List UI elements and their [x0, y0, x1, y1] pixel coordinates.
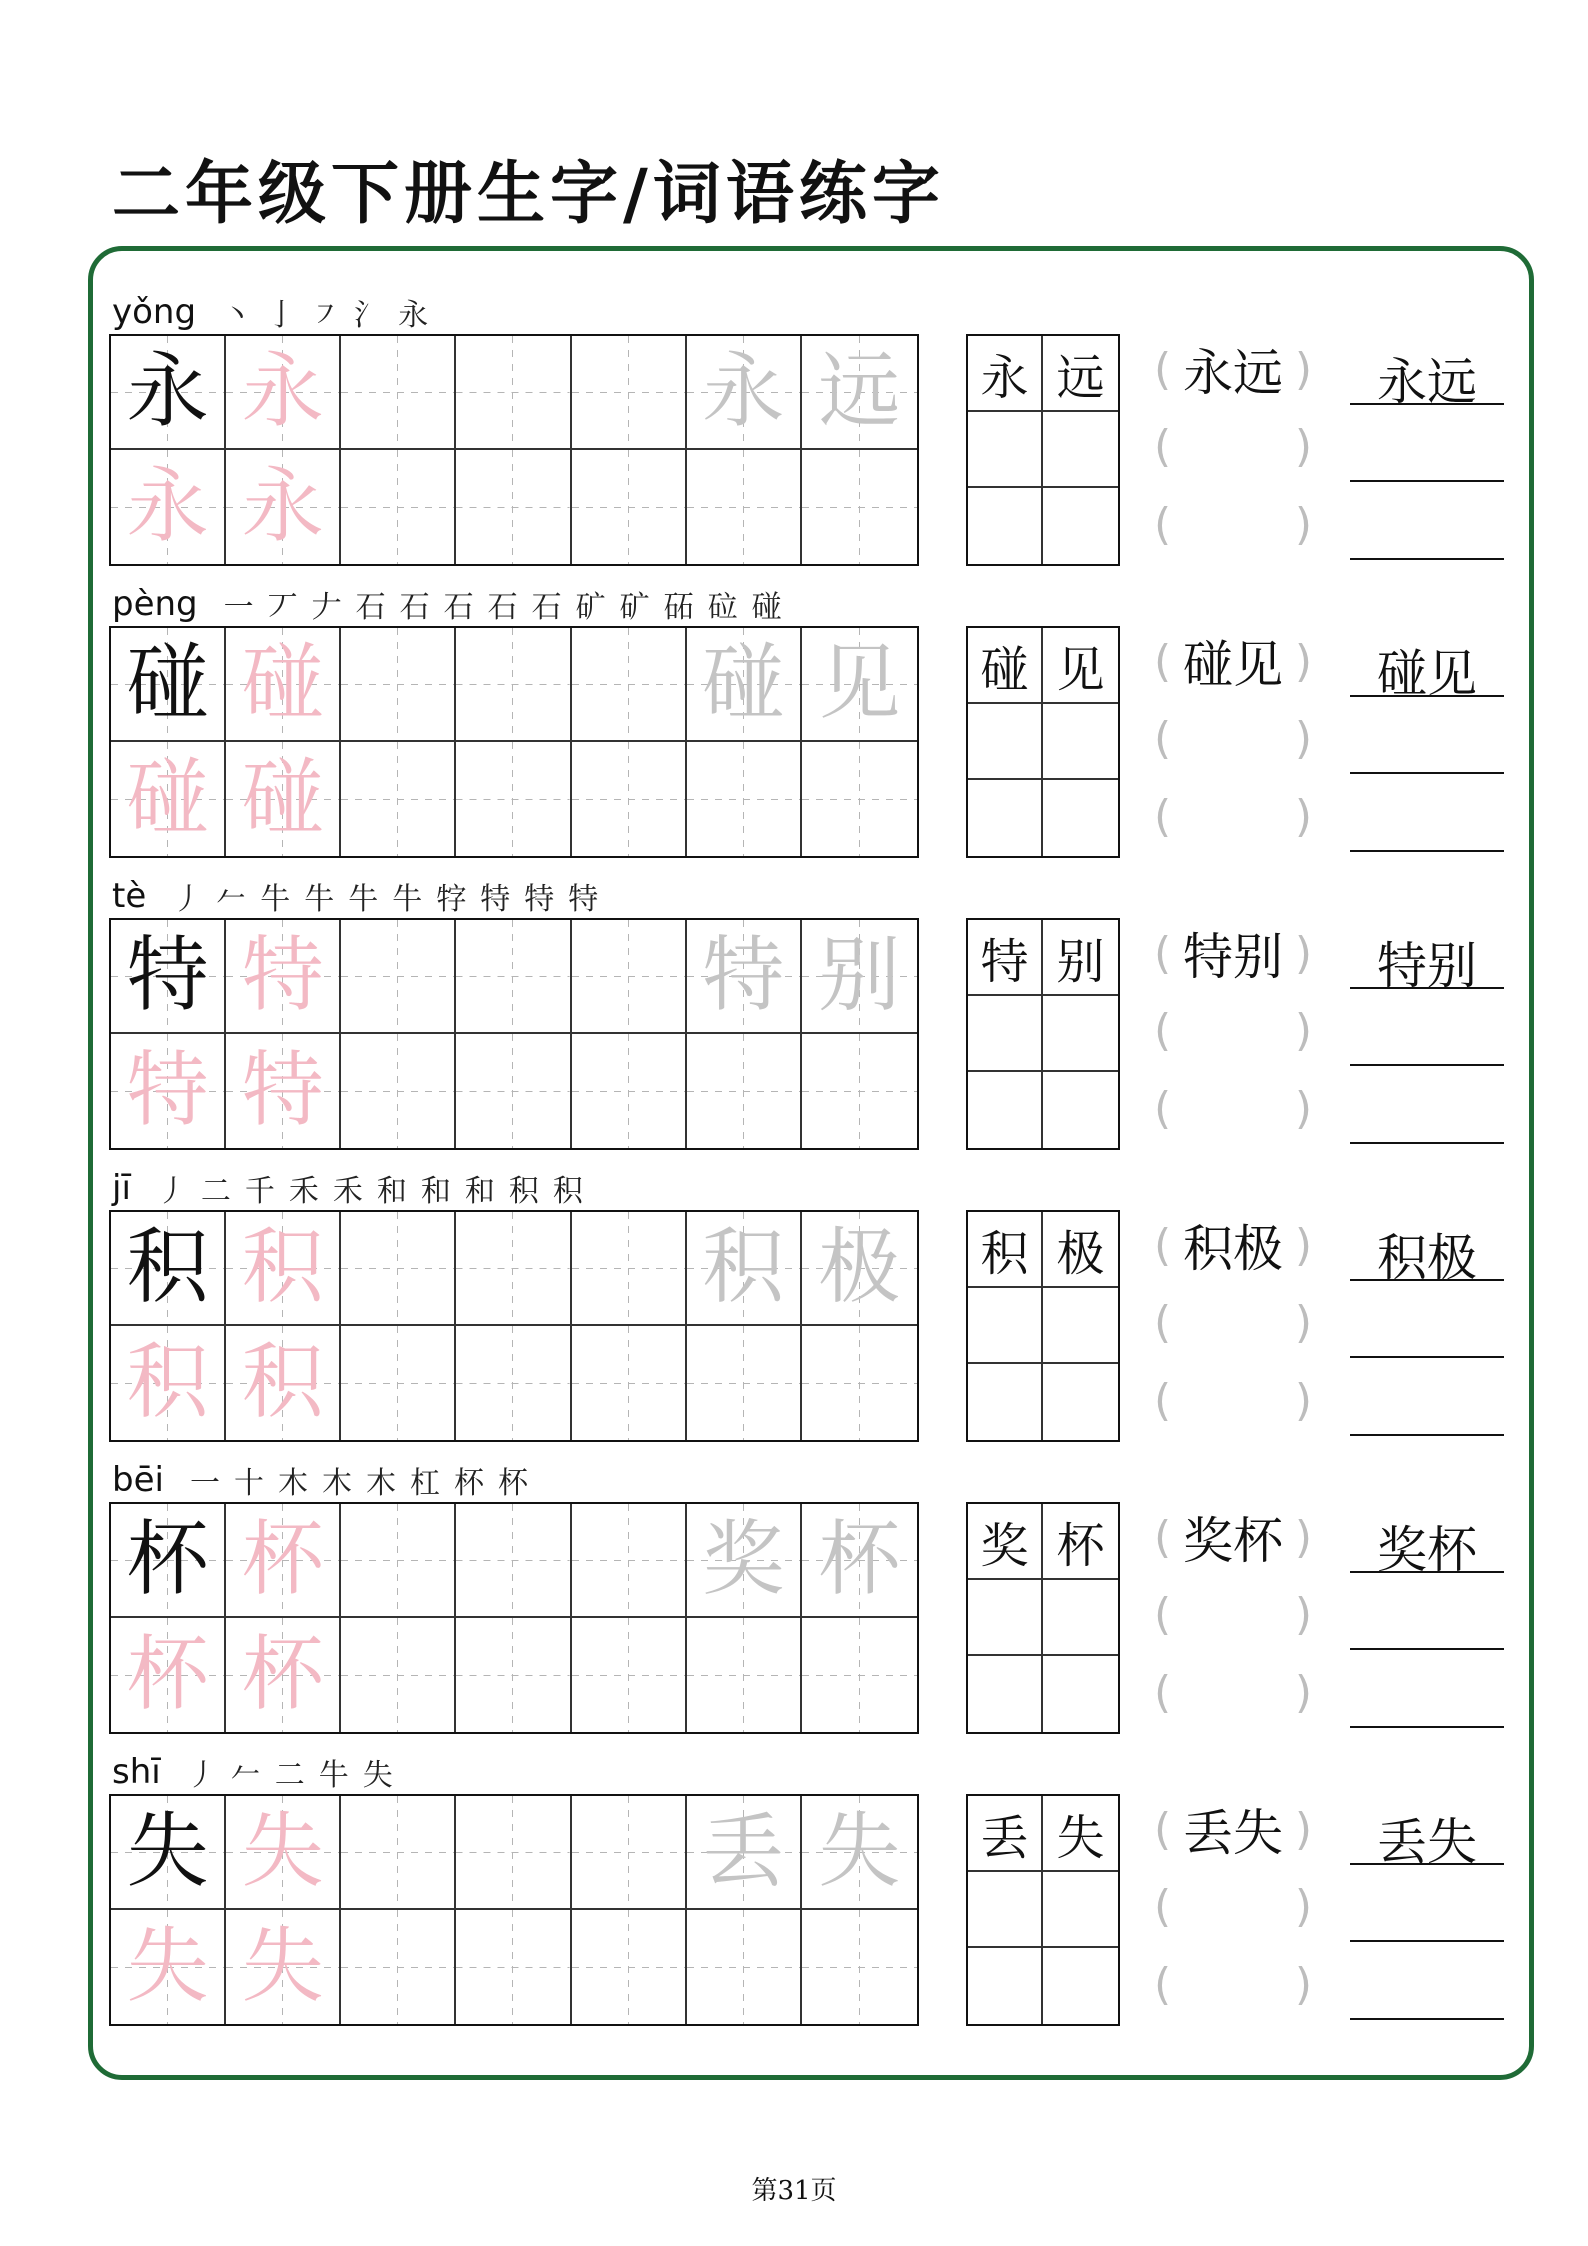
tianzige-grid: [109, 1794, 919, 2026]
word-box-cell[interactable]: [1043, 1288, 1118, 1364]
stroke-step: 木: [321, 1466, 352, 1501]
word-box-cell[interactable]: [1043, 704, 1118, 780]
trace-character[interactable]: 杯: [111, 1618, 226, 1732]
underline-answer[interactable]: [1350, 1298, 1504, 1358]
word-trace-char[interactable]: 远: [802, 336, 917, 450]
underline-word: 碰见: [1377, 645, 1477, 703]
word-box-char[interactable]: 特: [968, 920, 1043, 996]
word-box: [966, 1794, 1120, 2026]
writing-cell[interactable]: [802, 1326, 917, 1440]
left-paren: (: [1154, 1374, 1172, 1426]
stroke-step: 丶: [222, 298, 253, 333]
writing-cell[interactable]: [456, 742, 571, 856]
paren-answer[interactable]: [1154, 1799, 1312, 1862]
stroke-step: 木: [277, 1466, 308, 1501]
right-paren: ): [1294, 1588, 1312, 1640]
trace-character[interactable]: 永: [111, 450, 226, 564]
left-paren: (: [1154, 1511, 1172, 1563]
writing-cell[interactable]: [341, 628, 456, 742]
writing-cell[interactable]: [456, 450, 571, 564]
underline-answer[interactable]: [1350, 1590, 1504, 1650]
paren-word: 特别: [1183, 928, 1283, 986]
left-paren: (: [1154, 790, 1172, 842]
writing-cell[interactable]: [687, 450, 802, 564]
stroke-step: 石: [399, 590, 430, 625]
word-box: [966, 918, 1120, 1150]
writing-cell[interactable]: [456, 1212, 571, 1326]
writing-cell[interactable]: [341, 1618, 456, 1732]
stroke-step: 积: [552, 1174, 583, 1209]
tianzige-grid: [109, 1210, 919, 1442]
left-paren: (: [1154, 1666, 1172, 1718]
stroke-step: 𠂇: [311, 590, 342, 625]
paren-answer[interactable]: [1154, 494, 1312, 554]
stroke-step: 牛: [260, 882, 291, 917]
trace-character[interactable]: 永: [226, 336, 341, 450]
stroke-step: 石: [355, 590, 386, 625]
word-box-cell[interactable]: [968, 1288, 1043, 1364]
word-box-char[interactable]: 极: [1043, 1212, 1118, 1288]
word-trace-char[interactable]: 永: [687, 336, 802, 450]
word-box: [966, 626, 1120, 858]
right-paren: ): [1294, 927, 1312, 979]
underline-word: 丢失: [1377, 1813, 1477, 1871]
word-box-char[interactable]: 见: [1043, 628, 1118, 704]
pinyin-label: bēi: [112, 1460, 164, 1500]
writing-cell[interactable]: [456, 628, 571, 742]
trace-character[interactable]: 永: [226, 450, 341, 564]
stroke-order-line: [112, 1458, 542, 1501]
stroke-step: 一: [223, 590, 254, 625]
word-box-cell[interactable]: [1043, 996, 1118, 1072]
paren-answer[interactable]: [1154, 1370, 1312, 1430]
writing-cell[interactable]: [341, 742, 456, 856]
paren-word: 碰见: [1183, 636, 1283, 694]
trace-character[interactable]: 积: [111, 1326, 226, 1440]
writing-cell[interactable]: [572, 628, 687, 742]
left-paren: (: [1154, 1880, 1172, 1932]
paren-answer[interactable]: [1154, 708, 1312, 768]
word-box-cell[interactable]: [968, 1580, 1043, 1656]
right-paren: ): [1294, 1004, 1312, 1056]
trace-character[interactable]: 积: [226, 1326, 341, 1440]
trace-character[interactable]: 失: [111, 1910, 226, 2024]
underline-answer[interactable]: [1350, 1221, 1504, 1287]
right-paren: ): [1294, 1374, 1312, 1426]
stroke-step: 积: [508, 1174, 539, 1209]
left-paren: (: [1154, 498, 1172, 550]
paren-answer[interactable]: [1154, 1584, 1312, 1644]
stroke-step: 亅: [266, 298, 297, 333]
writing-cell[interactable]: [572, 742, 687, 856]
stroke-step: 矿: [575, 590, 606, 625]
word-box-char[interactable]: 远: [1043, 336, 1118, 412]
writing-cell[interactable]: [687, 1034, 802, 1148]
stroke-step: 特: [524, 882, 555, 917]
word-box-char[interactable]: 失: [1043, 1796, 1118, 1872]
word-box-cell[interactable]: [968, 1948, 1043, 2024]
writing-cell[interactable]: [341, 920, 456, 1034]
underline-answer[interactable]: [1350, 637, 1504, 703]
stroke-step: 失: [362, 1758, 393, 1793]
stroke-step: 禾: [288, 1174, 319, 1209]
tianzige-grid: [109, 1502, 919, 1734]
word-box-char[interactable]: 丢: [968, 1796, 1043, 1872]
right-paren: ): [1294, 635, 1312, 687]
right-paren: ): [1294, 1880, 1312, 1932]
trace-character[interactable]: 特: [226, 920, 341, 1034]
word-box-char[interactable]: 积: [968, 1212, 1043, 1288]
pinyin-label: yǒng: [112, 292, 197, 332]
word-box-cell[interactable]: [1043, 1872, 1118, 1948]
stroke-step: 氵: [354, 298, 385, 333]
right-paren: ): [1294, 1666, 1312, 1718]
model-character[interactable]: 碰: [111, 628, 226, 742]
stroke-step: 牛: [304, 882, 335, 917]
word-trace-char[interactable]: 碰: [687, 628, 802, 742]
paren-answer[interactable]: [1154, 1954, 1312, 2014]
word-box-cell[interactable]: [968, 996, 1043, 1072]
stroke-step: 二: [274, 1758, 305, 1793]
word-trace-char[interactable]: 积: [687, 1212, 802, 1326]
underline-answer[interactable]: [1350, 345, 1504, 411]
stroke-step: 十: [233, 1466, 264, 1501]
writing-cell[interactable]: [572, 1504, 687, 1618]
stroke-order-line: [112, 1750, 407, 1793]
underline-word: 永远: [1377, 353, 1477, 411]
stroke-step: 永: [398, 298, 429, 333]
writing-cell[interactable]: [341, 1212, 456, 1326]
stroke-step: 千: [244, 1174, 275, 1209]
right-paren: ): [1294, 1958, 1312, 2010]
stroke-order-line: [112, 874, 612, 917]
word-trace-char[interactable]: 别: [802, 920, 917, 1034]
stroke-step: 和: [464, 1174, 495, 1209]
word-box-cell[interactable]: [968, 1872, 1043, 1948]
writing-cell[interactable]: [802, 1618, 917, 1732]
right-paren: ): [1294, 1219, 1312, 1271]
tianzige-grid: [109, 334, 919, 566]
stroke-step: 矿: [619, 590, 650, 625]
paren-answer[interactable]: [1154, 631, 1312, 694]
paren-answer[interactable]: [1154, 1078, 1312, 1138]
stroke-step: 二: [200, 1174, 231, 1209]
right-paren: ): [1294, 1082, 1312, 1134]
model-character[interactable]: 特: [111, 920, 226, 1034]
right-paren: ): [1294, 1511, 1312, 1563]
writing-cell[interactable]: [456, 1326, 571, 1440]
stroke-order-line: [112, 290, 442, 333]
underline-answer[interactable]: [1350, 929, 1504, 995]
left-paren: (: [1154, 1958, 1172, 2010]
model-character[interactable]: 积: [111, 1212, 226, 1326]
writing-cell[interactable]: [456, 1034, 571, 1148]
writing-cell[interactable]: [456, 336, 571, 450]
word-trace-char[interactable]: 见: [802, 628, 917, 742]
trace-character[interactable]: 杯: [226, 1504, 341, 1618]
stroke-step: 丿: [156, 1174, 187, 1209]
word-box-cell[interactable]: [1043, 1580, 1118, 1656]
tianzige-grid: [109, 918, 919, 1150]
trace-character[interactable]: 杯: [226, 1618, 341, 1732]
right-paren: ): [1294, 498, 1312, 550]
writing-cell[interactable]: [456, 1796, 571, 1910]
writing-cell[interactable]: [687, 1618, 802, 1732]
stroke-step: 石: [443, 590, 474, 625]
stroke-step: 𠂉: [216, 882, 247, 917]
underline-word: 特别: [1377, 937, 1477, 995]
stroke-order-line: [112, 582, 796, 625]
writing-cell[interactable]: [687, 1326, 802, 1440]
trace-character[interactable]: 碰: [226, 742, 341, 856]
pinyin-label: jī: [112, 1168, 131, 1208]
pinyin-label: shī: [112, 1752, 161, 1792]
stroke-step: 牛: [392, 882, 423, 917]
underline-answer[interactable]: [1350, 714, 1504, 774]
trace-character[interactable]: 积: [226, 1212, 341, 1326]
model-character[interactable]: 永: [111, 336, 226, 450]
word-box-cell[interactable]: [968, 704, 1043, 780]
page-number: 第31页: [751, 2176, 837, 2206]
writing-cell[interactable]: [572, 920, 687, 1034]
underline-word: 积极: [1377, 1229, 1477, 1287]
stroke-step: 碰: [751, 590, 782, 625]
model-character[interactable]: 杯: [111, 1504, 226, 1618]
pinyin-label: pèng: [112, 584, 198, 624]
writing-cell[interactable]: [802, 1910, 917, 2024]
writing-cell[interactable]: [341, 336, 456, 450]
pinyin-label: tè: [112, 876, 147, 916]
stroke-step: 和: [420, 1174, 451, 1209]
word-trace-char[interactable]: 奖: [687, 1504, 802, 1618]
right-paren: ): [1294, 712, 1312, 764]
right-paren: ): [1294, 420, 1312, 472]
writing-cell[interactable]: [572, 1034, 687, 1148]
word-box-char[interactable]: 永: [968, 336, 1043, 412]
stroke-step: 一: [189, 1466, 220, 1501]
practice-block: [0, 1134, 1588, 1430]
writing-cell[interactable]: [687, 1910, 802, 2024]
left-paren: (: [1154, 635, 1172, 687]
writing-cell[interactable]: [802, 450, 917, 564]
left-paren: (: [1154, 1082, 1172, 1134]
writing-cell[interactable]: [341, 1796, 456, 1910]
trace-character[interactable]: 失: [226, 1910, 341, 2024]
writing-cell[interactable]: [572, 1910, 687, 2024]
paren-answer[interactable]: [1154, 1000, 1312, 1060]
left-paren: (: [1154, 1004, 1172, 1056]
paren-answer[interactable]: [1154, 786, 1312, 846]
paren-answer[interactable]: [1154, 1215, 1312, 1278]
writing-cell[interactable]: [341, 1910, 456, 2024]
model-character[interactable]: 失: [111, 1796, 226, 1910]
trace-character[interactable]: 碰: [226, 628, 341, 742]
paren-word: 丢失: [1183, 1804, 1283, 1862]
paren-word: 积极: [1183, 1220, 1283, 1278]
left-paren: (: [1154, 1219, 1172, 1271]
underline-answer[interactable]: [1350, 1805, 1504, 1871]
writing-cell[interactable]: [341, 1504, 456, 1618]
writing-cell[interactable]: [572, 336, 687, 450]
word-box-char[interactable]: 杯: [1043, 1504, 1118, 1580]
left-paren: (: [1154, 1296, 1172, 1348]
writing-cell[interactable]: [572, 1796, 687, 1910]
stroke-step: 杯: [453, 1466, 484, 1501]
word-box-char[interactable]: 碰: [968, 628, 1043, 704]
word-trace-char[interactable]: 杯: [802, 1504, 917, 1618]
stroke-step: 牛: [318, 1758, 349, 1793]
left-paren: (: [1154, 1588, 1172, 1640]
writing-cell[interactable]: [456, 1910, 571, 2024]
paren-answer[interactable]: [1154, 416, 1312, 476]
stroke-step: 石: [531, 590, 562, 625]
stroke-step: 特: [568, 882, 599, 917]
stroke-step: 丆: [267, 590, 298, 625]
word-box-cell[interactable]: [1043, 1948, 1118, 2024]
word-box: [966, 1210, 1120, 1442]
right-paren: ): [1294, 1296, 1312, 1348]
practice-block: [0, 1718, 1588, 2014]
underline-answer[interactable]: [1350, 422, 1504, 482]
paren-answer[interactable]: [1154, 339, 1312, 402]
practice-block: [0, 1426, 1588, 1722]
tianzige-grid: [109, 626, 919, 858]
stroke-step: 特: [480, 882, 511, 917]
stroke-step: 木: [365, 1466, 396, 1501]
stroke-step: 丿: [186, 1758, 217, 1793]
trace-character[interactable]: 失: [226, 1796, 341, 1910]
word-box: [966, 1502, 1120, 1734]
stroke-step: 杠: [409, 1466, 440, 1501]
word-box-char[interactable]: 奖: [968, 1504, 1043, 1580]
right-paren: ): [1294, 1803, 1312, 1855]
underline-answer[interactable]: [1350, 1882, 1504, 1942]
stroke-step: 和: [376, 1174, 407, 1209]
left-paren: (: [1154, 343, 1172, 395]
writing-cell[interactable]: [687, 742, 802, 856]
right-paren: ): [1294, 343, 1312, 395]
trace-character[interactable]: 特: [111, 1034, 226, 1148]
writing-cell[interactable]: [572, 1618, 687, 1732]
practice-block: [0, 258, 1588, 554]
word-box-cell[interactable]: [1043, 412, 1118, 488]
writing-cell[interactable]: [456, 1618, 571, 1732]
stroke-order-line: [112, 1166, 597, 1209]
writing-cell[interactable]: [572, 1326, 687, 1440]
trace-character[interactable]: 碰: [111, 742, 226, 856]
stroke-step: 石: [487, 590, 518, 625]
writing-cell[interactable]: [341, 1034, 456, 1148]
word-trace-char[interactable]: 丢: [687, 1796, 802, 1910]
writing-cell[interactable]: [802, 1034, 917, 1148]
writing-cell[interactable]: [572, 1212, 687, 1326]
writing-cell[interactable]: [802, 742, 917, 856]
stroke-step: ㇇: [310, 298, 341, 333]
left-paren: (: [1154, 712, 1172, 764]
writing-cell[interactable]: [456, 920, 571, 1034]
word-box: [966, 334, 1120, 566]
stroke-step: 牛: [348, 882, 379, 917]
left-paren: (: [1154, 420, 1172, 472]
trace-character[interactable]: 特: [226, 1034, 341, 1148]
underline-answer[interactable]: [1350, 1006, 1504, 1066]
stroke-step: 禾: [332, 1174, 363, 1209]
paren-answer[interactable]: [1154, 1876, 1312, 1936]
underline-word: 奖杯: [1377, 1521, 1477, 1579]
stroke-step: 牸: [436, 882, 467, 917]
paren-answer[interactable]: [1154, 1662, 1312, 1722]
stroke-step: 砳: [663, 590, 694, 625]
right-paren: ): [1294, 790, 1312, 842]
writing-cell[interactable]: [456, 1504, 571, 1618]
word-trace-char[interactable]: 特: [687, 920, 802, 1034]
stroke-step: 丿: [172, 882, 203, 917]
left-paren: (: [1154, 927, 1172, 979]
paren-word: 奖杯: [1183, 1512, 1283, 1570]
stroke-step: 𠂉: [230, 1758, 261, 1793]
writing-cell[interactable]: [341, 1326, 456, 1440]
stroke-step: 杯: [497, 1466, 528, 1501]
stroke-step: 砬: [707, 590, 738, 625]
paren-word: 永远: [1183, 344, 1283, 402]
word-trace-char[interactable]: 失: [802, 1796, 917, 1910]
word-trace-char[interactable]: 极: [802, 1212, 917, 1326]
paren-answer[interactable]: [1154, 1292, 1312, 1352]
paren-answer[interactable]: [1154, 1507, 1312, 1570]
word-box-char[interactable]: 别: [1043, 920, 1118, 996]
writing-cell[interactable]: [572, 450, 687, 564]
writing-cell[interactable]: [341, 450, 456, 564]
page-title: 二年级下册生字/词语练字: [112, 155, 945, 234]
underline-answer[interactable]: [1350, 1513, 1504, 1579]
word-box-cell[interactable]: [968, 412, 1043, 488]
underline-answer[interactable]: [1350, 1960, 1504, 2020]
paren-answer[interactable]: [1154, 923, 1312, 986]
practice-block: [0, 550, 1588, 846]
practice-block: [0, 842, 1588, 1138]
left-paren: (: [1154, 1803, 1172, 1855]
